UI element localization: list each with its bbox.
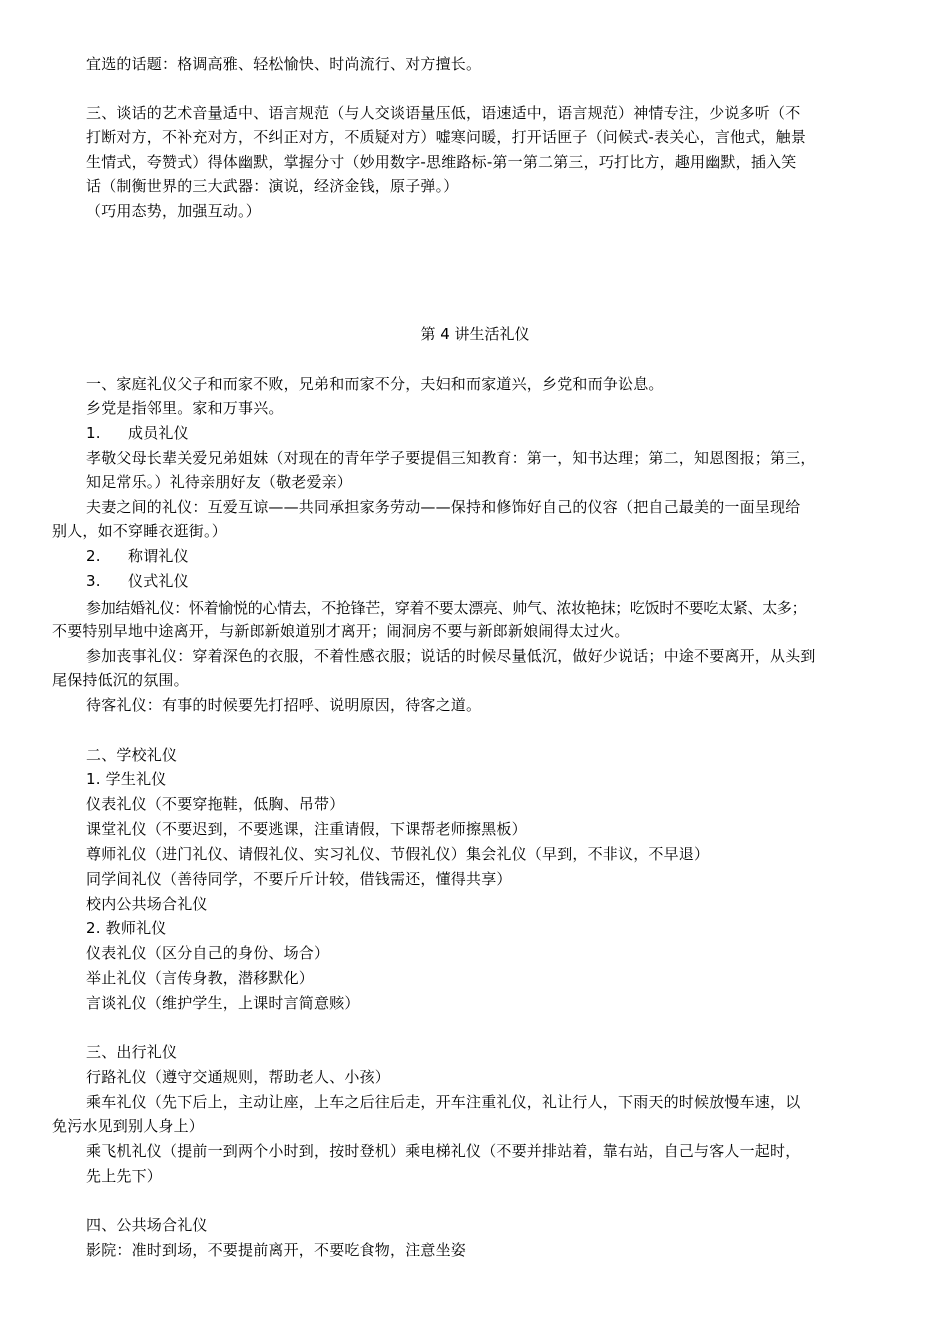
school-line-6: 仪表礼仪（区分自己的身份、场合） [86, 944, 330, 962]
public-line-1: 影院：准时到场，不要提前离开，不要吃食物，注意坐姿 [86, 1241, 467, 1259]
lecture-title: 第 4 讲生活礼仪 [420, 325, 530, 343]
conversation-art-line-2: 打断对方，不补充对方，不纠正对方，不质疑对方）嘘寒问暖，打开话匣子（问候式-表关心，言他式，触景 [86, 128, 807, 146]
travel-line-2: 乘车礼仪（先下后上，主动让座，上车之后往后走，开车注重礼仪，礼让行人，下雨天的时候放慢车速，以 [86, 1093, 801, 1111]
public-etiquette-heading: 四、公共场合礼仪 [86, 1216, 208, 1234]
family-line-10: 尾保持低沉的氛围。 [52, 671, 189, 689]
family-line-8: 不要特别早地中途离开，与新郎新娘道别才离开；闹洞房不要与新郎新娘闹得太过火。 [52, 622, 630, 640]
family-line-6: 别人，如不穿睡衣逛街。） [52, 522, 227, 540]
travel-line-5: 先上先下） [86, 1167, 163, 1185]
travel-line-1: 行路礼仪（遵守交通规则，帮助老人、小孩） [86, 1068, 391, 1086]
family-line-5: 夫妻之间的礼仪：互爱互谅——共同承担家务劳动——保持和修饰好自己的仪容（把自己最美的一面呈现给 [86, 498, 801, 516]
family-line-11: 待客礼仪：有事的时候要先打招呼、说明原因，待客之道。 [86, 696, 482, 714]
family-subheading-1: 1. 成员礼仪 [86, 424, 189, 442]
school-line-3: 尊师礼仪（进门礼仪、请假礼仪、实习礼仪、节假礼仪）集会礼仪（早到，不非议，不早退） [86, 845, 710, 863]
school-line-7: 举止礼仪（言传身教，潜移默化） [86, 969, 315, 987]
school-line-1: 仪表礼仪（不要穿拖鞋，低胸、吊带） [86, 795, 345, 813]
conversation-art-line-3: 生情式，夸赞式）得体幽默，掌握分寸（妙用数字-思维路标-第一第二第三，巧打比方，趣用幽默，插入笑 [86, 153, 797, 171]
family-subheading-2: 2. 称谓礼仪 [86, 547, 189, 565]
family-line-4: 知足常乐。）礼待亲朋好友（敬老爱亲） [86, 473, 353, 491]
travel-etiquette-heading: 三、出行礼仪 [86, 1043, 178, 1061]
conversation-art-line-4: 话（制衡世界的三大武器：演说，经济金钱，原子弹。） [86, 177, 459, 195]
school-line-4: 同学间礼仪（善待同学，不要斤斤计较，借钱需还，懂得共享） [86, 870, 512, 888]
travel-line-4: 乘飞机礼仪（提前一到两个小时到，按时登机）乘电梯礼仪（不要并排站着，靠右站，自己与客人一起时， [86, 1142, 801, 1160]
school-etiquette-heading: 二、学校礼仪 [86, 746, 178, 764]
family-subheading-3: 3. 仪式礼仪 [86, 572, 189, 590]
school-line-2: 课堂礼仪（不要迟到，不要逃课，注重请假，下课帮老师擦黑板） [86, 820, 527, 838]
school-line-8: 言谈礼仪（维护学生，上课时言简意赅） [86, 994, 360, 1012]
family-line-2: 乡党是指邻里。家和万事兴。 [86, 399, 284, 417]
conversation-art-line-5: （巧用态势，加强互动。） [86, 202, 261, 220]
family-line-9: 参加丧事礼仪：穿着深色的衣服，不着性感衣服；说话的时候尽量低沉，做好少说话；中途不要离开，从头到 [86, 647, 816, 665]
conversation-art-line-1: 三、谈话的艺术音量适中、语言规范（与人交谈语量压低，语速适中，语言规范）神情专注，少说多听（不 [86, 104, 801, 122]
travel-line-3: 免污水见到别人身上） [52, 1117, 205, 1135]
family-etiquette-heading: 一、家庭礼仪父子和而家不败，兄弟和而家不分，夫妇和而家道兴，乡党和而争讼息。 [86, 375, 664, 393]
preferred-topics-line: 宜选的话题：格调高雅、轻松愉快、时尚流行、对方擅长。 [86, 55, 482, 73]
school-line-5: 校内公共场合礼仪 [86, 895, 208, 913]
school-subheading-1: 1. 学生礼仪 [86, 770, 167, 788]
family-line-3: 孝敬父母长辈关爱兄弟姐妹（对现在的青年学子要提倡三知教育：第一，知书达理；第二，知恩图报；第三， [86, 449, 816, 467]
family-line-7: 参加结婚礼仪：怀着愉悦的心情去，不抢锋芒，穿着不要太漂亮、帅气、浓妆艳抹；吃饭时不要吃太紧、太多； [86, 599, 807, 617]
school-subheading-2: 2. 教师礼仪 [86, 919, 167, 937]
